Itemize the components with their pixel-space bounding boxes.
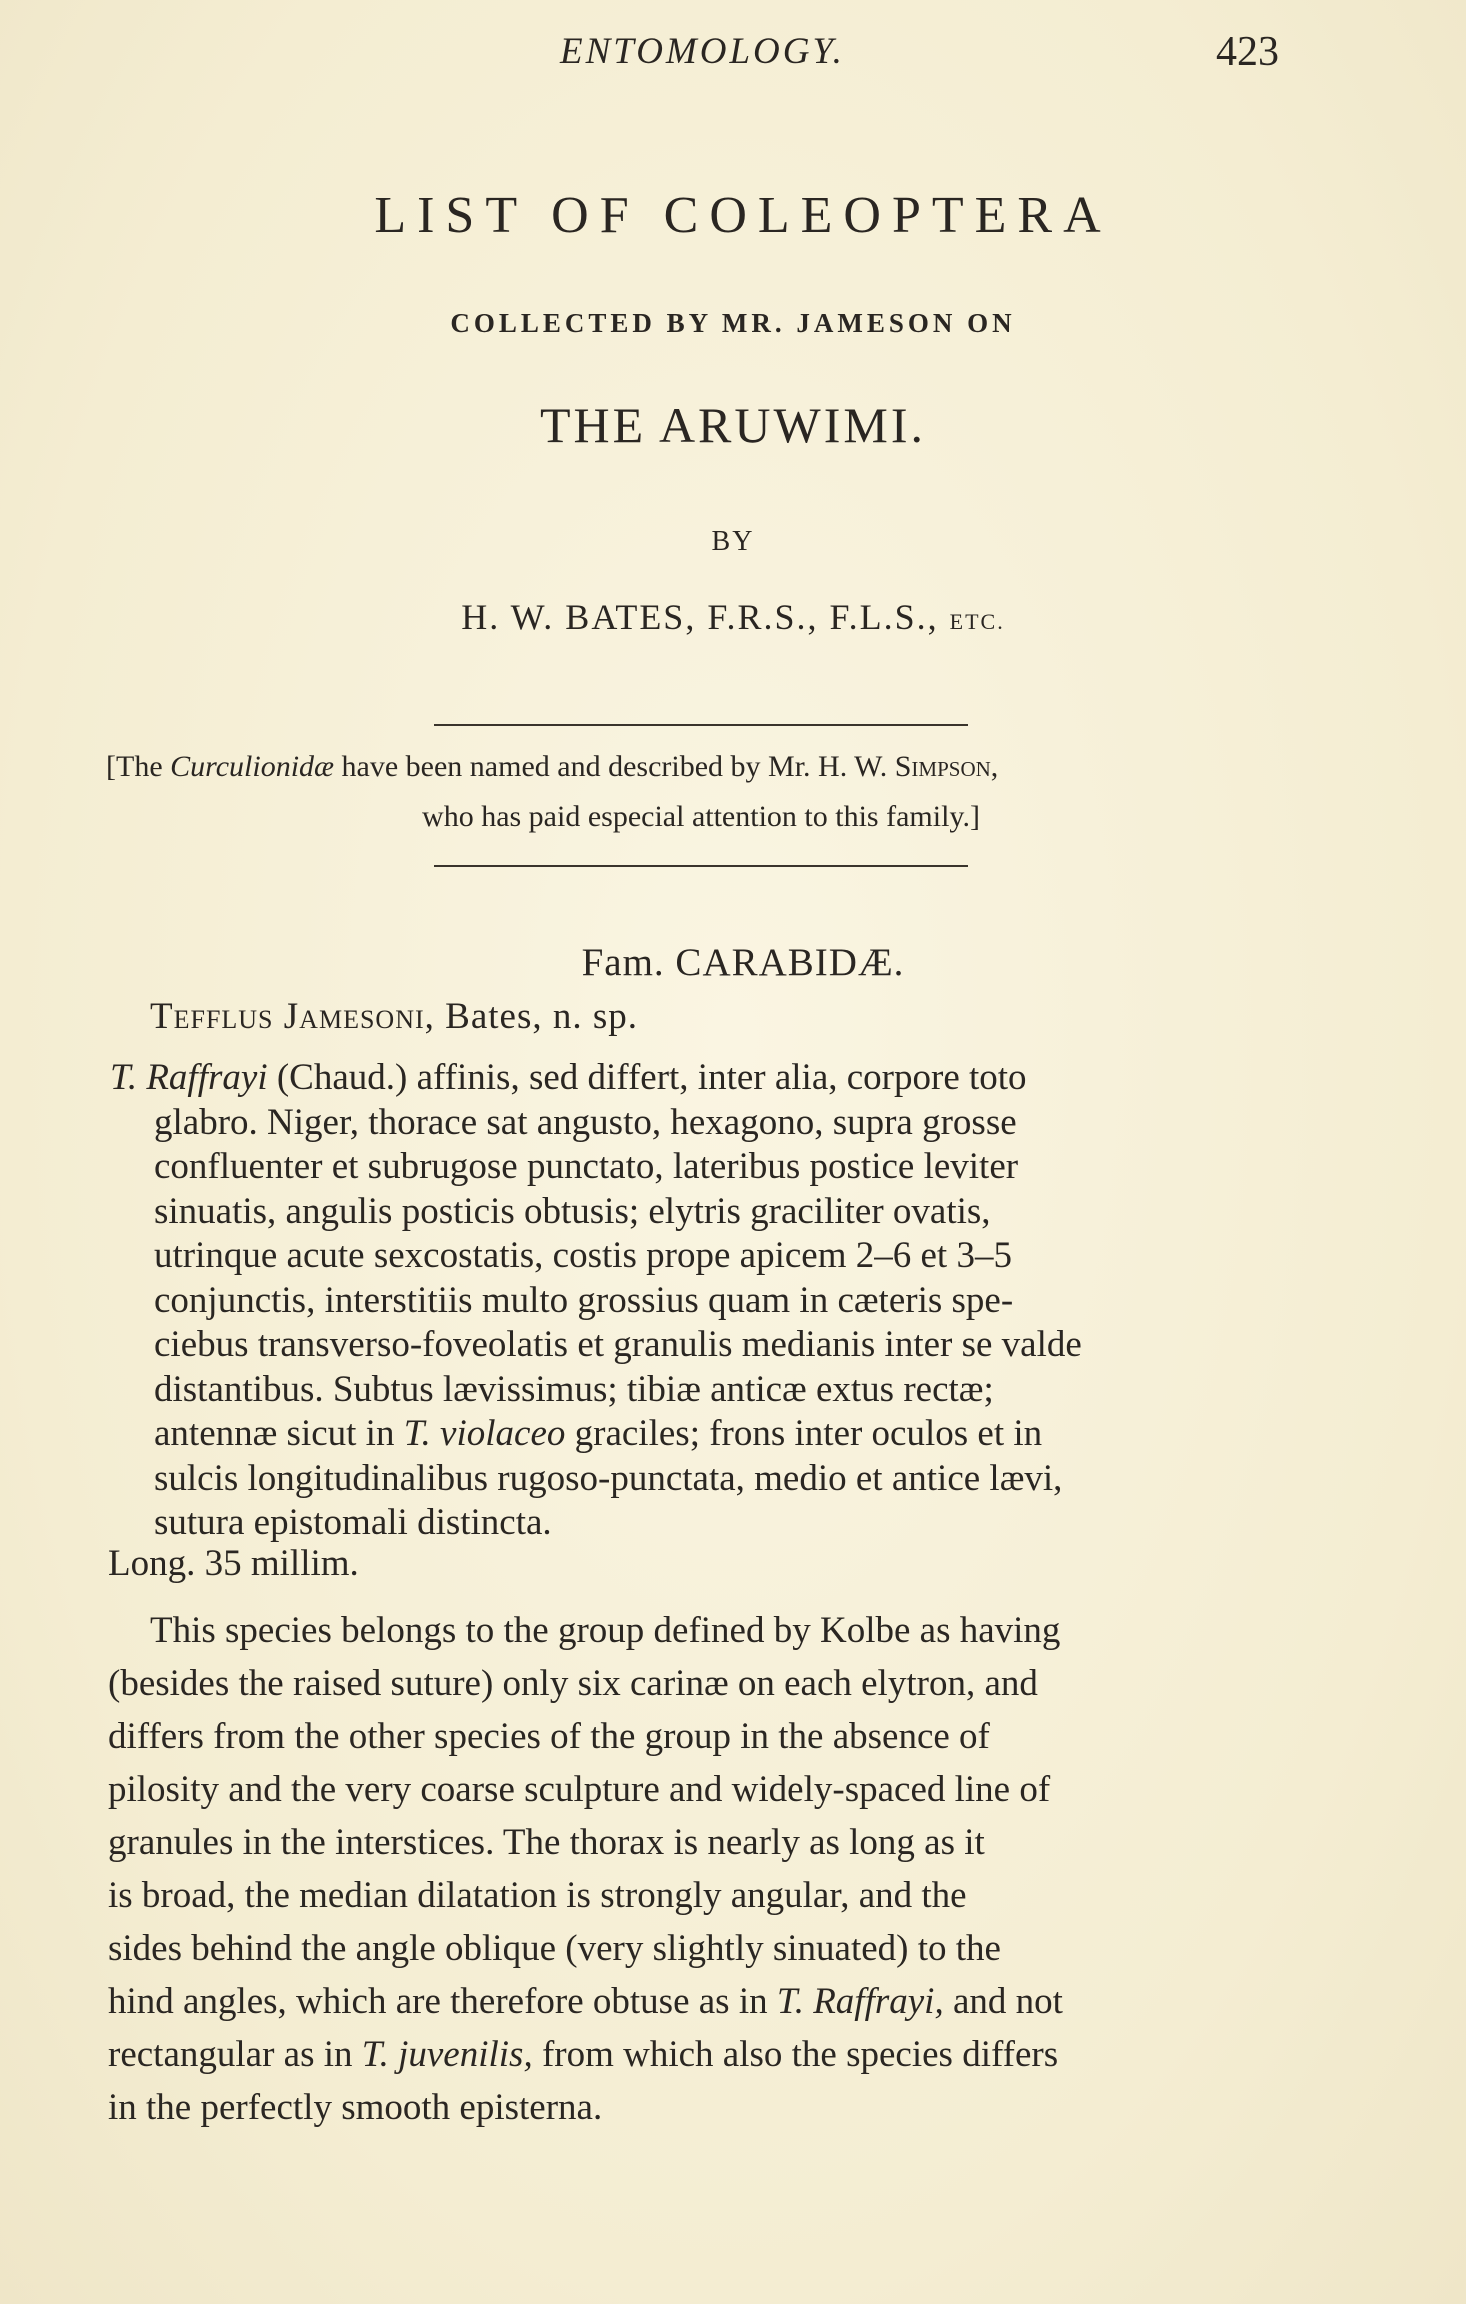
note-author-name: Simpson, [894,750,999,783]
paragraph-line: is broad, the median dilatation is strongly angular, and the [108,1875,967,1916]
paragraph-line: pilosity and the very coarse sculpture and widely-spaced line of [108,1769,1051,1810]
editorial-note [106,742,1296,842]
paragraph-line: granules in the interstices. The thorax is nearly as long as it [108,1822,985,1863]
article-title: LIST OF COLEOPTERA [374,187,1112,244]
paragraph-line [108,2028,1300,2081]
paragraph-line: in the perfectly smooth episterna. [108,2087,603,2128]
running-title: ENTOMOLOGY. [560,31,845,72]
diagnosis-line: sinuatis, angulis posticis obtusis; elytris graciliter ovatis, [154,1190,991,1232]
note-text: have been named and described by Mr. H. W. [334,750,895,783]
diagnosis-text: (Chaud.) affinis, sed differt, inter alia, corpore toto [267,1057,1027,1098]
paragraph-line [108,1975,1300,2028]
paragraph-species-ref: T. Raffrayi, [776,1981,944,2022]
paragraph-text: hind angles, which are therefore obtuse as in [108,1981,777,2022]
diagnosis-line: conjunctis, interstitiis multo grossius quam in cæteris spe- [154,1279,1014,1321]
byline-label: BY [711,526,755,557]
species-heading [150,995,638,1038]
paragraph-line: This species belongs to the group defined by Kolbe as having [150,1610,1061,1651]
paragraph-text: and not [943,1981,1063,2022]
specimen-length: Long. 35 millim. [108,1543,359,1584]
paragraph-text: from which also the species differs [532,2034,1059,2075]
diagnosis-species-ref: T. Raffrayi [110,1057,268,1098]
diagnosis-line [110,1056,1290,1101]
author-name: H. W. BATES, F.R.S., F.L.S., [461,597,939,637]
species-diagnosis [110,1056,1290,1546]
species-epithet: Jamesoni, [283,996,435,1037]
running-head [0,30,1466,80]
paragraph-line: sides behind the angle oblique (very slightly sinuated) to the [108,1928,1001,1969]
diagnosis-line: sutura epistomali distincta. [154,1502,552,1543]
divider-rule-top [434,724,968,726]
diagnosis-line [110,1412,1290,1457]
paragraph-line: differs from the other species of the group in the absence of [108,1716,990,1757]
note-family-name: Curculionidæ [170,750,335,783]
paragraph-text: rectangular as in [108,2034,362,2075]
species-authority: Bates, n. sp. [445,996,638,1037]
note-text: [The [106,750,171,783]
discussion-paragraph [108,1604,1300,2134]
article-place: THE ARUWIMI. [540,397,926,453]
note-line-1 [106,742,1296,792]
species-genus: Tefflus [150,996,274,1037]
diagnosis-line: ciebus transverso-foveolatis et granulis medianis inter se valde [154,1324,1082,1365]
paragraph-line: (besides the raised suture) only six carinæ on each elytron, and [108,1663,1038,1704]
diagnosis-species-ref: T. violaceo [403,1413,566,1454]
diagnosis-line: glabro. Niger, thorace sat angusto, hexagono, supra grosse [154,1101,1017,1143]
diagnosis-line: sulcis longitudinalibus rugoso-punctata, medio et antice lævi, [154,1457,1063,1499]
page-number: 423 [1216,29,1279,75]
paragraph-species-ref: T. juvenilis, [361,2034,533,2075]
author-etc: ETC. [949,609,1005,634]
diagnosis-line: distantibus. Subtus lævissimus; tibiæ anticæ extus rectæ; [154,1368,994,1410]
divider-rule-bottom [434,865,968,867]
diagnosis-text: graciles; frons inter oculos et in [565,1413,1043,1454]
article-subtitle: COLLECTED BY MR. JAMESON ON [450,308,1016,338]
diagnosis-line: confluenter et subrugose punctato, lateribus postice leviter [154,1146,1019,1187]
diagnosis-text: antennæ sicut in [154,1413,404,1454]
note-line-2: who has paid especial attention to this family.] [422,800,980,833]
author-line [0,596,1466,638]
diagnosis-line: utrinque acute sexcostatis, costis prope apicem 2–6 et 3–5 [154,1235,1012,1276]
family-heading: Fam. CARABIDÆ. [581,941,905,984]
